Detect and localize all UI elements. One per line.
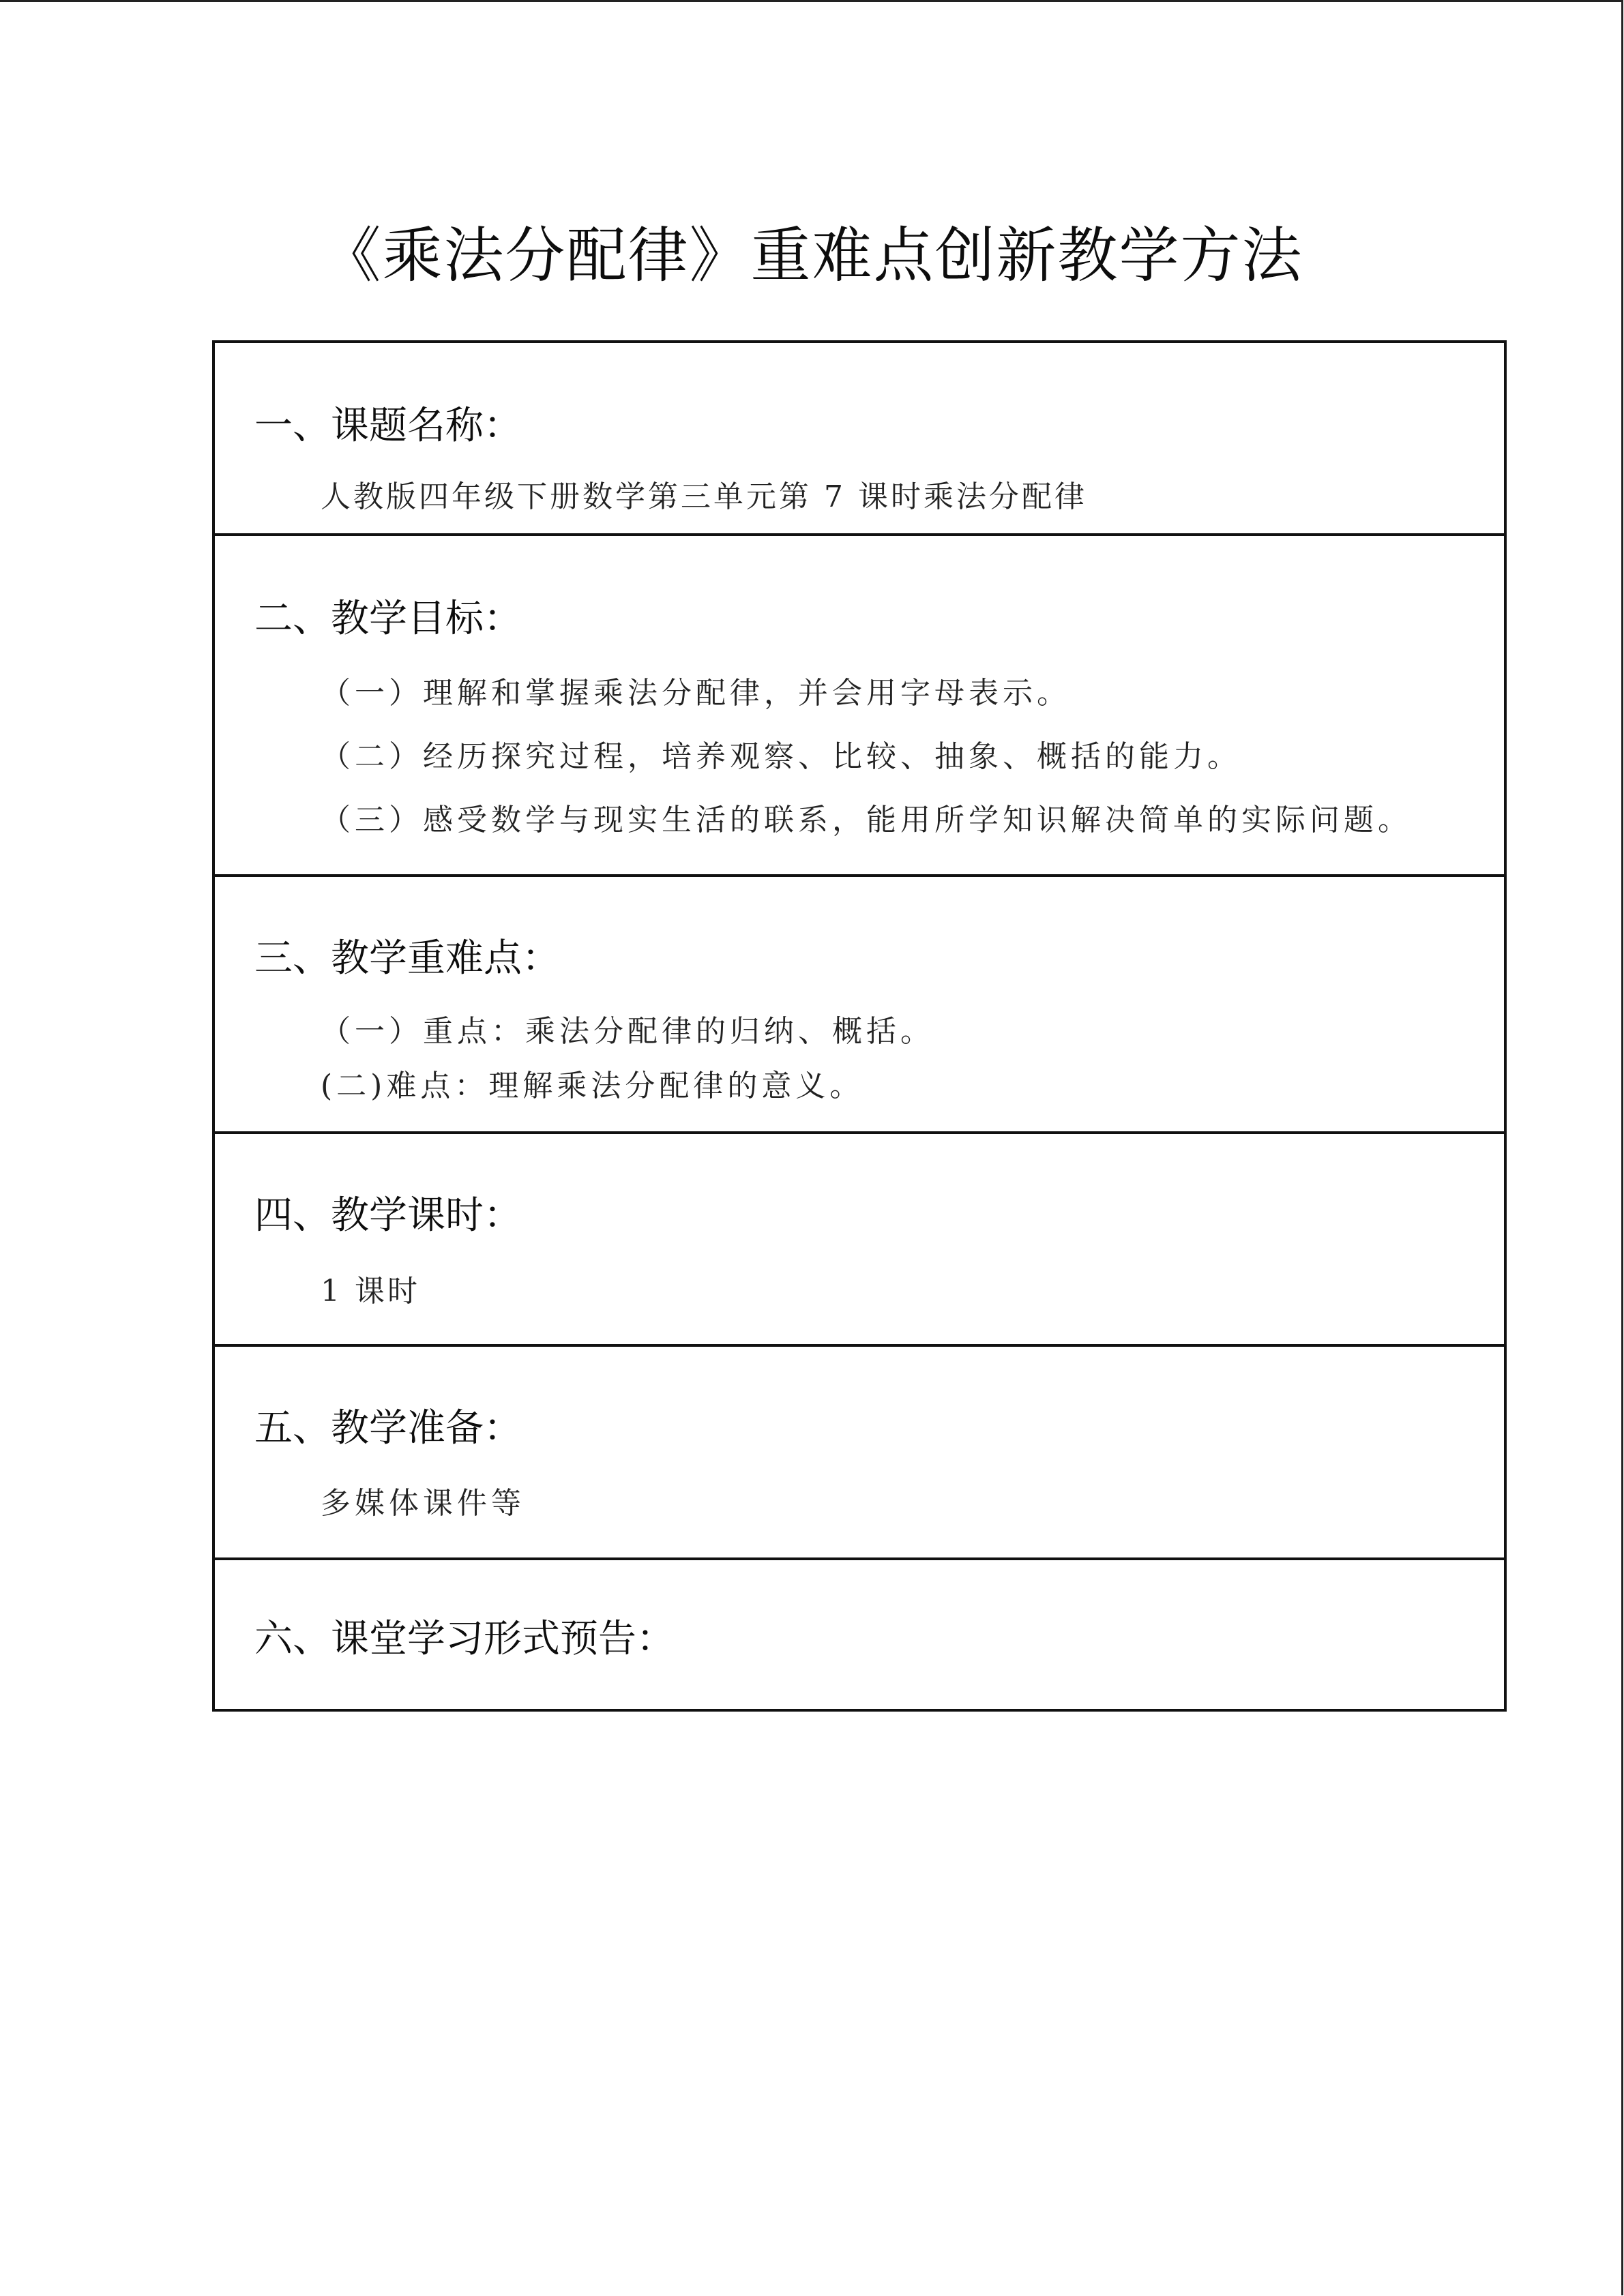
section-heading: 四、教学课时： bbox=[254, 1193, 522, 1238]
page-title: 《乘法分配律》重难点创新教学方法 bbox=[321, 220, 1303, 290]
section-line: （三）感受数学与现实生活的联系，能用所学知识解决简单的实际问题。 bbox=[321, 803, 1412, 837]
section-heading: 三、教学重难点： bbox=[254, 936, 560, 981]
section-heading: 五、教学准备： bbox=[254, 1406, 522, 1450]
section-line: 1 课时 bbox=[321, 1274, 420, 1309]
lesson-outline-table bbox=[212, 340, 1507, 1712]
section-class-hours bbox=[215, 1134, 1504, 1347]
section-topic-name bbox=[215, 343, 1504, 536]
section-line: (二)难点：理解乘法分配律的意义。 bbox=[321, 1069, 864, 1103]
section-line: （一）重点：乘法分配律的归纳、概括。 bbox=[321, 1014, 934, 1049]
section-line: （一）理解和掌握乘法分配律，并会用字母表示。 bbox=[321, 676, 1071, 711]
section-line: 多媒体课件等 bbox=[321, 1486, 525, 1521]
section-heading: 二、教学目标： bbox=[254, 597, 522, 641]
section-teaching-goals bbox=[215, 536, 1504, 877]
section-heading: 六、课堂学习形式预告： bbox=[254, 1617, 675, 1661]
section-line: （二）经历探究过程，培养观察、比较、抽象、概括的能力。 bbox=[321, 739, 1241, 774]
section-line: 人教版四年级下册数学第三单元第 7 课时乘法分配律 bbox=[321, 479, 1087, 514]
section-heading: 一、课题名称： bbox=[254, 404, 522, 448]
section-preparation bbox=[215, 1347, 1504, 1560]
section-key-difficult-points bbox=[215, 877, 1504, 1134]
section-learning-format-preview bbox=[215, 1560, 1504, 1709]
